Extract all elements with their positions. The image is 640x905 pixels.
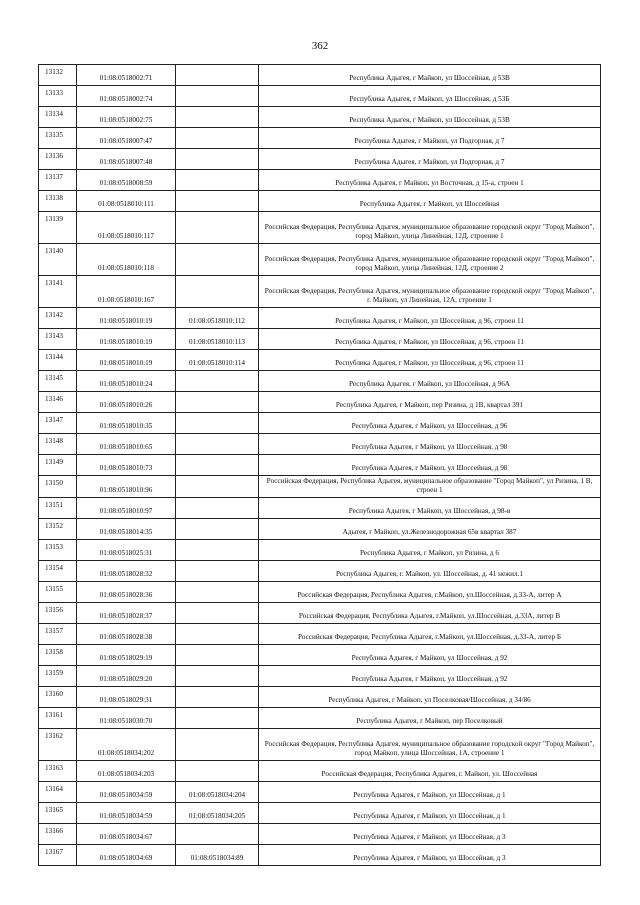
sub-cadastral-number xyxy=(176,413,259,434)
cadastral-number: 01:08:0518028:32 xyxy=(77,561,176,582)
row-number: 13142 xyxy=(39,308,77,329)
cadastral-number: 01:08:0518010:96 xyxy=(77,476,176,498)
sub-cadastral-number xyxy=(176,761,259,782)
cadastral-number: 01:08:0518010:35 xyxy=(77,413,176,434)
table-row xyxy=(39,603,601,624)
row-number: 13151 xyxy=(39,498,77,519)
address: Республика Адыгея, г Майкоп, ул Шоссейная, д 98-в xyxy=(259,498,601,519)
cadastral-number: 01:08:0518010:19 xyxy=(77,308,176,329)
row-number: 13153 xyxy=(39,540,77,561)
table-row xyxy=(39,824,601,845)
sub-cadastral-number xyxy=(176,107,259,128)
cadastral-number: 01:08:0518010:167 xyxy=(77,276,176,308)
cadastral-number: 01:08:0518002:74 xyxy=(77,86,176,107)
row-number: 13166 xyxy=(39,824,77,845)
table-row xyxy=(39,476,601,498)
address: Республика Адыгея, г Майкоп, ул Шоссейная, д 92 xyxy=(259,666,601,687)
cadastral-number: 01:08:0518010:65 xyxy=(77,434,176,455)
table-row xyxy=(39,107,601,128)
sub-cadastral-number: 01:08:0518010:112 xyxy=(176,308,259,329)
row-number: 13152 xyxy=(39,519,77,540)
property-register-table xyxy=(38,64,601,866)
address: Республика Адыгея, г Майкоп, ул Шоссейная, д 3 xyxy=(259,824,601,845)
table-row xyxy=(39,519,601,540)
sub-cadastral-number xyxy=(176,624,259,645)
sub-cadastral-number xyxy=(176,687,259,708)
row-number: 13134 xyxy=(39,107,77,128)
table-row xyxy=(39,128,601,149)
table-row xyxy=(39,244,601,276)
address: Российская Федерация, Республика Адыгея, муниципальное образование городской округ "Город Майкоп", город Майкоп, улица Линейная, 12Д, строение 1 xyxy=(259,212,601,244)
row-number: 13133 xyxy=(39,86,77,107)
table-body xyxy=(39,65,601,866)
sub-cadastral-number: 01:08:0518034:204 xyxy=(176,782,259,803)
sub-cadastral-number xyxy=(176,86,259,107)
address: Республика Адыгея, г Майкоп, ул Шоссейная, д 96, строен 11 xyxy=(259,350,601,371)
address: Республика Адыгея, г. Майкоп, ул. Шоссейная, д. 41 нежил.1 xyxy=(259,561,601,582)
row-number: 13160 xyxy=(39,687,77,708)
cadastral-number: 01:08:0518028:36 xyxy=(77,582,176,603)
table-row xyxy=(39,666,601,687)
table-row xyxy=(39,308,601,329)
cadastral-number: 01:08:0518034:67 xyxy=(77,824,176,845)
address: Республика Адыгея, г Майкоп, пер Поселковый xyxy=(259,708,601,729)
table-row xyxy=(39,455,601,476)
cadastral-number: 01:08:0518034:203 xyxy=(77,761,176,782)
sub-cadastral-number xyxy=(176,212,259,244)
row-number: 13155 xyxy=(39,582,77,603)
page-number: 362 xyxy=(311,40,329,52)
row-number: 13164 xyxy=(39,782,77,803)
address: Республика Адыгея, г Майкоп, ул Шоссейная, д 1 xyxy=(259,803,601,824)
table-row xyxy=(39,434,601,455)
sub-cadastral-number xyxy=(176,128,259,149)
sub-cadastral-number xyxy=(176,561,259,582)
row-number: 13158 xyxy=(39,645,77,666)
row-number: 13141 xyxy=(39,276,77,308)
table-row xyxy=(39,350,601,371)
address: Республика Адыгея, г Майкоп, ул Шоссейная, д 96, строен 11 xyxy=(259,329,601,350)
row-number: 13161 xyxy=(39,708,77,729)
cadastral-number: 01:08:0518007:48 xyxy=(77,149,176,170)
address: Адыгея, г Майкоп, ул.Железнодорожная 65в квартал 387 xyxy=(259,519,601,540)
row-number: 13140 xyxy=(39,244,77,276)
cadastral-number: 01:08:0518014:35 xyxy=(77,519,176,540)
table-row xyxy=(39,191,601,212)
cadastral-number: 01:08:0518029:20 xyxy=(77,666,176,687)
row-number: 13138 xyxy=(39,191,77,212)
row-number: 13139 xyxy=(39,212,77,244)
address: Республика Адыгея, г Майкоп, ул Шоссейная, д 53В xyxy=(259,107,601,128)
table-row xyxy=(39,845,601,866)
sub-cadastral-number xyxy=(176,498,259,519)
sub-cadastral-number xyxy=(176,371,259,392)
address: Республика Адыгея, г Майкоп, ул Шоссейная, д 1 xyxy=(259,782,601,803)
row-number: 13137 xyxy=(39,170,77,191)
address: Республика Адыгея, г Майкоп, ул Ризина, д 6 xyxy=(259,540,601,561)
sub-cadastral-number xyxy=(176,603,259,624)
row-number: 13167 xyxy=(39,845,77,866)
address: Республика Адыгея, г Майкоп, ул Шоссейная, д 98 xyxy=(259,434,601,455)
table-row xyxy=(39,149,601,170)
cadastral-number: 01:08:0518010:19 xyxy=(77,329,176,350)
row-number: 13157 xyxy=(39,624,77,645)
table-row xyxy=(39,624,601,645)
table-row xyxy=(39,708,601,729)
sub-cadastral-number xyxy=(176,455,259,476)
cadastral-number: 01:08:0518010:117 xyxy=(77,212,176,244)
sub-cadastral-number xyxy=(176,191,259,212)
address: Республика Адыгея, г Майкоп, ул Шоссейная, д 96, строен 11 xyxy=(259,308,601,329)
row-number: 13132 xyxy=(39,65,77,86)
table-row xyxy=(39,645,601,666)
address: Республика Адыгея, г Майкоп, ул Шоссейная, д 96А xyxy=(259,371,601,392)
cadastral-number: 01:08:0518030:70 xyxy=(77,708,176,729)
address: Республика Адыгея, г Майкоп, ул Шоссейная, д 53Б xyxy=(259,86,601,107)
address: Российская Федерация, Республика Адыгея, муниципальное образование городской округ "Город Майкоп", город Майкоп, улица Шоссейная, 1А, строение 1 xyxy=(259,729,601,761)
address: Республика Адыгея, г Майкоп, ул Шоссейная, д 53В xyxy=(259,65,601,86)
cadastral-number: 01:08:0518010:118 xyxy=(77,244,176,276)
row-number: 13146 xyxy=(39,392,77,413)
table-row xyxy=(39,329,601,350)
cadastral-number: 01:08:0518010:24 xyxy=(77,371,176,392)
cadastral-number: 01:08:0518034:59 xyxy=(77,782,176,803)
address: Республика Адыгея, г Майкоп, ул Шоссейная, д 3 xyxy=(259,845,601,866)
address: Российская Федерация, Республика Адыгея, г.Майкоп, ул.Шоссейная, д.33-А, литер Б xyxy=(259,624,601,645)
cadastral-number: 01:08:0518010:111 xyxy=(77,191,176,212)
table-row xyxy=(39,729,601,761)
cadastral-number: 01:08:0518007:47 xyxy=(77,128,176,149)
address: Российская Федерация, Республика Адыгея, г.Майкоп, ул.Шоссейная, д.33А, литер В xyxy=(259,603,601,624)
table-row xyxy=(39,86,601,107)
address: Республика Адыгея, г Майкоп, ул Шоссейная, д 96 xyxy=(259,413,601,434)
row-number: 13159 xyxy=(39,666,77,687)
table-row xyxy=(39,561,601,582)
address: Республика Адыгея, г Майкоп, пер Ризина, д 1В, квартал 391 xyxy=(259,392,601,413)
table-row xyxy=(39,371,601,392)
cadastral-number: 01:08:0518034:59 xyxy=(77,803,176,824)
sub-cadastral-number xyxy=(176,170,259,191)
sub-cadastral-number: 01:08:0518010:114 xyxy=(176,350,259,371)
table-row xyxy=(39,761,601,782)
cadastral-number: 01:08:0518008:59 xyxy=(77,170,176,191)
cadastral-number: 01:08:0518002:75 xyxy=(77,107,176,128)
address: Российская Федерация, Республика Адыгея, г. Майкоп, ул. Шоссейная xyxy=(259,761,601,782)
cadastral-number: 01:08:0518028:37 xyxy=(77,603,176,624)
row-number: 13148 xyxy=(39,434,77,455)
sub-cadastral-number xyxy=(176,824,259,845)
cadastral-number: 01:08:0518010:97 xyxy=(77,498,176,519)
row-number: 13149 xyxy=(39,455,77,476)
sub-cadastral-number xyxy=(176,65,259,86)
cadastral-number: 01:08:0518029:31 xyxy=(77,687,176,708)
address: Республика Адыгея, г Майкоп, ул Подгорная, д 7 xyxy=(259,128,601,149)
sub-cadastral-number xyxy=(176,708,259,729)
sub-cadastral-number xyxy=(176,434,259,455)
table-row xyxy=(39,782,601,803)
sub-cadastral-number xyxy=(176,476,259,498)
cadastral-number: 01:08:0518029:19 xyxy=(77,645,176,666)
table-row xyxy=(39,276,601,308)
sub-cadastral-number xyxy=(176,645,259,666)
table-row xyxy=(39,413,601,434)
address: Российская Федерация, Республика Адыгея, муниципальное образование городской округ "Город Майкоп", город Майкоп, улица Линейная, 12Д, строение 2 xyxy=(259,244,601,276)
row-number: 13147 xyxy=(39,413,77,434)
cadastral-number: 01:08:0518028:38 xyxy=(77,624,176,645)
address: Республика Адыгея, г Майкоп, ул Подгорная, д 7 xyxy=(259,149,601,170)
cadastral-number: 01:08:0518034:202 xyxy=(77,729,176,761)
table-row xyxy=(39,803,601,824)
row-number: 13143 xyxy=(39,329,77,350)
address: Российская Федерация, Республика Адыгея, муниципальное образование "Город Майкоп", ул Ризина, 1 В, строен 1 xyxy=(259,476,601,498)
sub-cadastral-number: 01:08:0518034:89 xyxy=(176,845,259,866)
row-number: 13163 xyxy=(39,761,77,782)
table-row xyxy=(39,540,601,561)
row-number: 13144 xyxy=(39,350,77,371)
row-number: 13156 xyxy=(39,603,77,624)
cadastral-number: 01:08:0518002:71 xyxy=(77,65,176,86)
address: Российская Федерация, Республика Адыгея, муниципальное образование городской округ "Город Майкоп", г. Майкоп, ул Линейная, 12А, строение 1 xyxy=(259,276,601,308)
cadastral-number: 01:08:0518025:31 xyxy=(77,540,176,561)
sub-cadastral-number xyxy=(176,729,259,761)
sub-cadastral-number xyxy=(176,519,259,540)
table-row xyxy=(39,170,601,191)
row-number: 13136 xyxy=(39,149,77,170)
table-row xyxy=(39,687,601,708)
table-row xyxy=(39,392,601,413)
cadastral-number: 01:08:0518010:73 xyxy=(77,455,176,476)
row-number: 13162 xyxy=(39,729,77,761)
sub-cadastral-number xyxy=(176,540,259,561)
cadastral-number: 01:08:0518034:69 xyxy=(77,845,176,866)
sub-cadastral-number xyxy=(176,666,259,687)
table-row xyxy=(39,498,601,519)
address: Республика Адыгея, г Майкоп, ул Поселковая/Шоссейная, д 34/86 xyxy=(259,687,601,708)
row-number: 13135 xyxy=(39,128,77,149)
sub-cadastral-number xyxy=(176,582,259,603)
address: Республика Адыгея, г Майкоп, ул Шоссейная xyxy=(259,191,601,212)
sub-cadastral-number xyxy=(176,244,259,276)
sub-cadastral-number xyxy=(176,276,259,308)
sub-cadastral-number: 01:08:0518010:113 xyxy=(176,329,259,350)
cadastral-number: 01:08:0518010:19 xyxy=(77,350,176,371)
table-row xyxy=(39,212,601,244)
address: Республика Адыгея, г Майкоп, ул Шоссейная, д 98 xyxy=(259,455,601,476)
table-row xyxy=(39,582,601,603)
row-number: 13154 xyxy=(39,561,77,582)
table-row xyxy=(39,65,601,86)
address: Российская Федерация, Республика Адыгея, г.Майкоп, ул.Шоссейная, д.33-А, литер А xyxy=(259,582,601,603)
address: Республика Адыгея, г Майкоп, ул Восточная, д 15-а, строен 1 xyxy=(259,170,601,191)
row-number: 13165 xyxy=(39,803,77,824)
sub-cadastral-number xyxy=(176,392,259,413)
row-number: 13150 xyxy=(39,476,77,498)
sub-cadastral-number: 01:08:0518034:205 xyxy=(176,803,259,824)
address: Республика Адыгея, г Майкоп, ул Шоссейная, д 92 xyxy=(259,645,601,666)
cadastral-number: 01:08:0518010:26 xyxy=(77,392,176,413)
row-number: 13145 xyxy=(39,371,77,392)
sub-cadastral-number xyxy=(176,149,259,170)
